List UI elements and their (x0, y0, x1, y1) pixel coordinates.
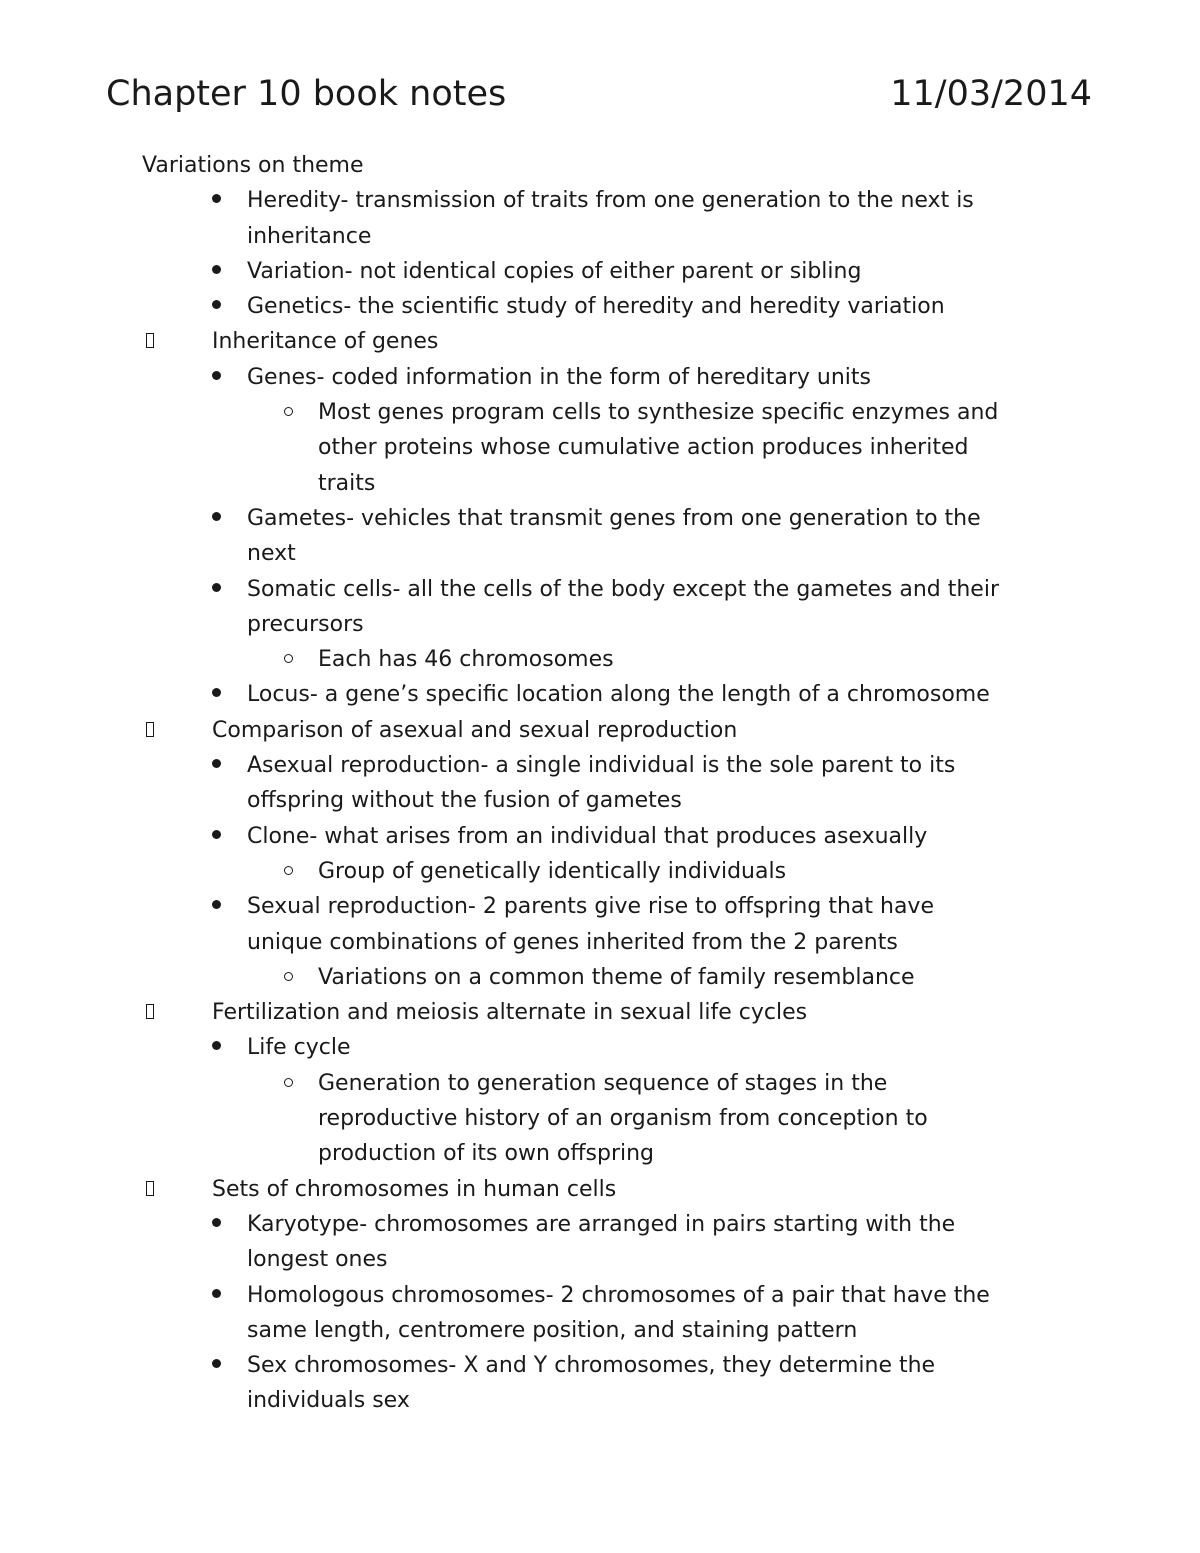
sub-bullet-icon (284, 1078, 293, 1087)
bullet-item (0, 925, 1200, 960)
bullet-icon (212, 1218, 221, 1227)
sub-bullet-item-text: reproductive history of an organism from conception to (318, 1106, 928, 1132)
section-heading-text: Sets of chromosomes in human cells (212, 1176, 617, 1202)
section-marker-icon (146, 1181, 154, 1196)
section-marker-icon (146, 333, 154, 348)
bullet-item (0, 360, 1200, 395)
bullet-item (0, 254, 1200, 289)
sub-bullet-item-text: Most genes program cells to synthesize specific enzymes and (318, 400, 999, 426)
bullet-item (0, 1207, 1200, 1242)
sub-bullet-item (0, 1101, 1200, 1136)
section-heading-text: Comparison of asexual and sexual reproduction (212, 717, 738, 743)
bullet-item (0, 1383, 1200, 1418)
bullet-item-text: Locus- a gene’s specific location along the length of a chromosome (247, 682, 990, 708)
bullet-icon (212, 830, 221, 839)
sub-bullet-item (0, 395, 1200, 430)
sub-bullet-icon (284, 972, 293, 981)
bullet-item (0, 1242, 1200, 1277)
bullet-icon (212, 265, 221, 274)
bullet-icon (212, 512, 221, 521)
sub-bullet-item-text: Variations on a common theme of family resemblance (318, 964, 915, 990)
bullet-item (0, 572, 1200, 607)
bullet-item-text: next (247, 541, 296, 567)
bullet-icon (212, 1041, 221, 1050)
bullet-item (0, 783, 1200, 818)
bullet-item (0, 1278, 1200, 1313)
bullet-item (0, 1348, 1200, 1383)
sub-bullet-item-text: production of its own offspring (318, 1141, 655, 1167)
section-heading-text: Fertilization and meiosis alternate in sexual life cycles (212, 1000, 808, 1026)
page-title: Chapter 10 book notes (106, 74, 507, 114)
section-heading (0, 324, 1200, 359)
section-heading (0, 148, 1200, 183)
bullet-item-text: Sexual reproduction- 2 parents give rise to offspring that have (247, 894, 934, 920)
bullet-item-text: Sex chromosomes- X and Y chromosomes, they determine the (247, 1353, 936, 1379)
section-heading-text: Inheritance of genes (212, 329, 439, 355)
bullet-item (0, 536, 1200, 571)
bullet-item (0, 677, 1200, 712)
bullet-item-text: individuals sex (247, 1388, 410, 1414)
bullet-item-text: Variation- not identical copies of either parent or sibling (247, 258, 862, 284)
bullet-item-text: Somatic cells- all the cells of the body except the gametes and their (247, 576, 999, 602)
bullet-icon (212, 1289, 221, 1298)
section-heading (0, 1172, 1200, 1207)
bullet-item-text: Asexual reproduction- a single individual is the sole parent to its (247, 753, 956, 779)
sub-bullet-item (0, 642, 1200, 677)
bullet-item (0, 289, 1200, 324)
bullet-item-text: Gametes- vehicles that transmit genes from one generation to the (247, 505, 981, 531)
bullet-item-text: unique combinations of genes inherited from the 2 parents (247, 929, 898, 955)
bullet-item (0, 748, 1200, 783)
sub-bullet-icon (284, 654, 293, 663)
bullet-item-text: inheritance (247, 223, 372, 249)
bullet-icon (212, 688, 221, 697)
section-marker-icon (146, 1004, 154, 1019)
section-heading (0, 713, 1200, 748)
section-heading-text: Variations on theme (142, 153, 364, 178)
bullet-item-text: Karyotype- chromosomes are arranged in pairs starting with the (247, 1211, 956, 1237)
bullet-item (0, 889, 1200, 924)
bullet-item-text: longest ones (247, 1247, 388, 1273)
sub-bullet-item-text: Group of genetically identically individuals (318, 858, 787, 884)
sub-bullet-item (0, 466, 1200, 501)
sub-bullet-item-text: Generation to generation sequence of stages in the (318, 1070, 888, 1096)
sub-bullet-item (0, 960, 1200, 995)
bullet-item (0, 1313, 1200, 1348)
section-marker-icon (146, 722, 154, 737)
bullet-item (0, 183, 1200, 218)
bullet-item-text: Genes- coded information in the form of hereditary units (247, 364, 871, 390)
sub-bullet-item (0, 430, 1200, 465)
bullet-icon (212, 759, 221, 768)
sub-bullet-item-text: other proteins whose cumulative action produces inherited (318, 435, 969, 461)
bullet-item-text: same length, centromere position, and staining pattern (247, 1317, 858, 1343)
bullet-item-text: Clone- what arises from an individual that produces asexually (247, 823, 928, 849)
bullet-item-text: Homologous chromosomes- 2 chromosomes of a pair that have the (247, 1282, 990, 1308)
sub-bullet-icon (284, 407, 293, 416)
bullet-icon (212, 583, 221, 592)
bullet-icon (212, 300, 221, 309)
sub-bullet-item (0, 1136, 1200, 1171)
bullet-item (0, 607, 1200, 642)
bullet-icon (212, 900, 221, 909)
bullet-item (0, 1030, 1200, 1065)
bullet-item-text: Heredity- transmission of traits from one generation to the next is (247, 188, 974, 214)
bullet-item-text: offspring without the fusion of gametes (247, 788, 682, 814)
sub-bullet-item-text: Each has 46 chromosomes (318, 647, 614, 673)
bullet-icon (212, 1359, 221, 1368)
bullet-icon (212, 371, 221, 380)
bullet-item (0, 501, 1200, 536)
sub-bullet-icon (284, 866, 293, 875)
sub-bullet-item-text: traits (318, 470, 376, 496)
sub-bullet-item (0, 1066, 1200, 1101)
bullet-item (0, 819, 1200, 854)
page-date: 11/03/2014 (890, 74, 1092, 114)
bullet-item-text: precursors (247, 611, 364, 637)
bullet-item-text: Life cycle (247, 1035, 351, 1061)
bullet-icon (212, 194, 221, 203)
notes-body (0, 148, 1200, 1419)
bullet-item-text: Genetics- the scientific study of heredity and heredity variation (247, 294, 945, 320)
bullet-item (0, 219, 1200, 254)
sub-bullet-item (0, 854, 1200, 889)
section-heading (0, 995, 1200, 1030)
